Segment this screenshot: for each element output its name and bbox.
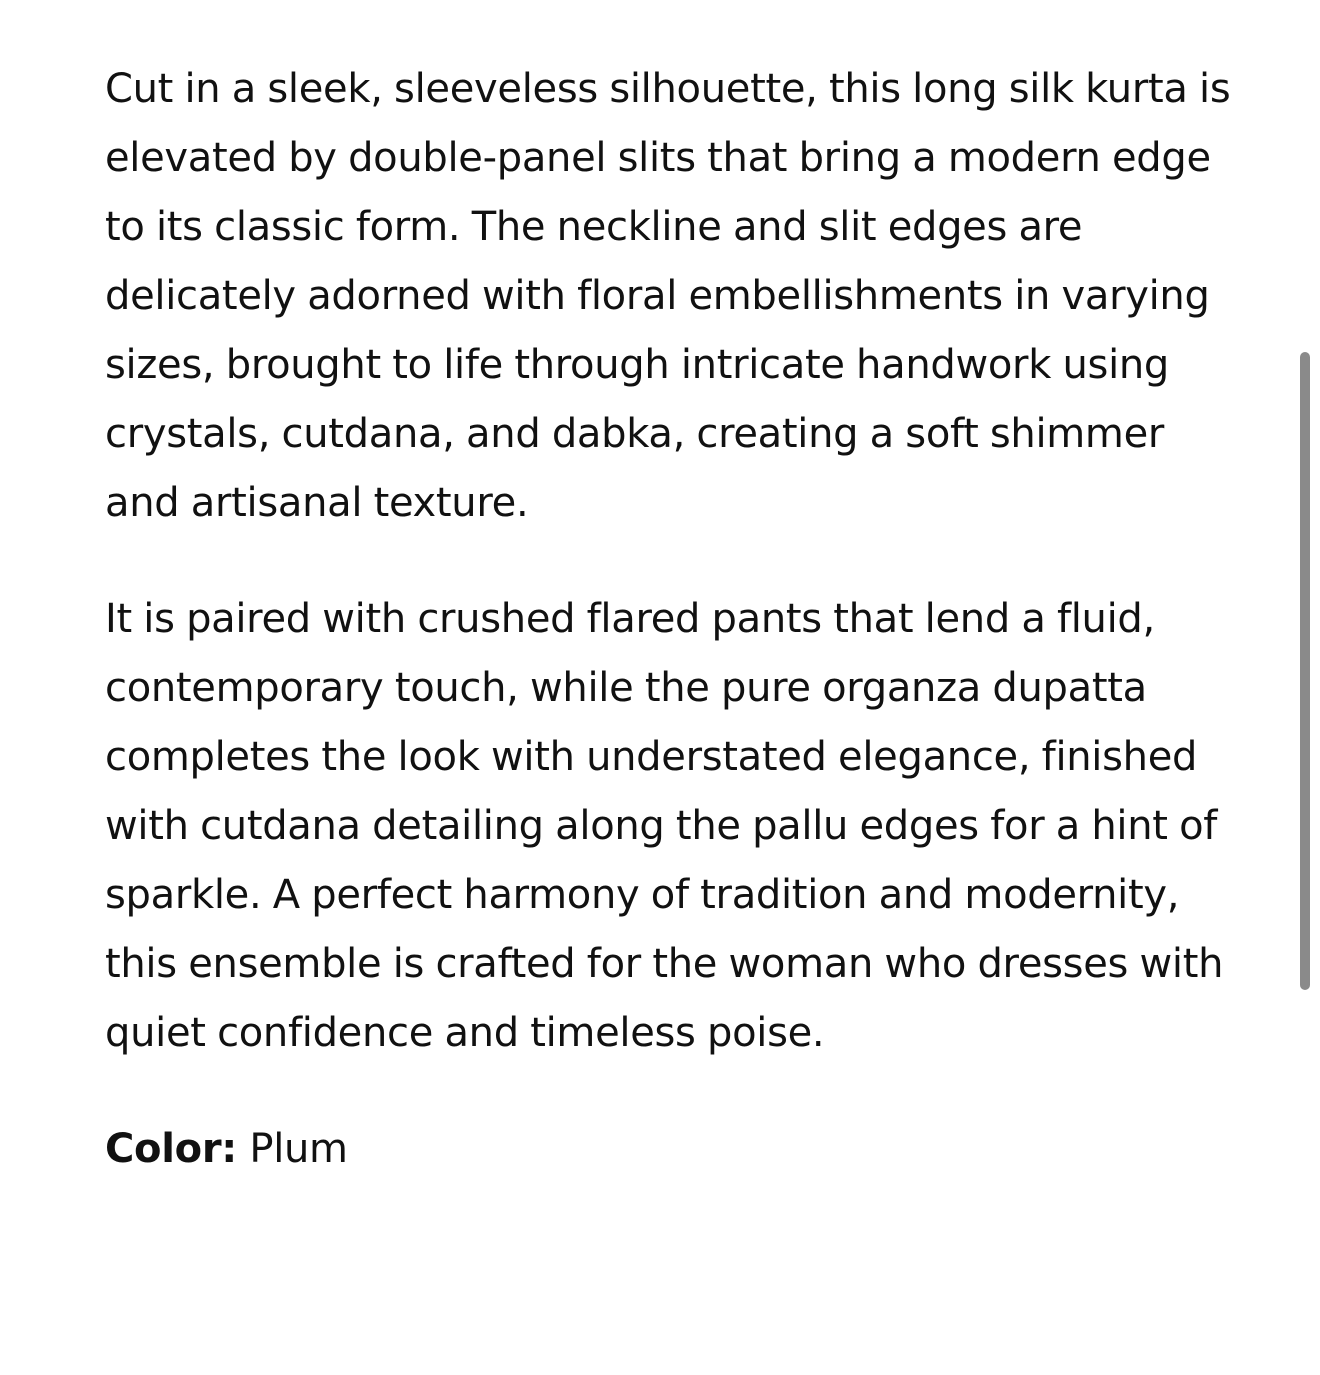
product-description — [105, 55, 1240, 1184]
description-paragraph-1: Cut in a sleek, sleeveless silhouette, this long silk kurta is elevated by double-panel slits that bring a modern edge to its classic form. The neckline and slit edges are delicately adorned with floral embellishments in varying sizes, brought to life through intricate handwork using crystals, cutdana, and dabka, creating a soft shimmer and artisanal texture. — [105, 66, 1231, 526]
vertical-scrollbar-thumb[interactable] — [1300, 352, 1310, 990]
description-paragraph-2: It is paired with crushed flared pants that lend a fluid, contemporary touch, while the pure organza dupatta completes the look with understated elegance, finished with cutdana detailing along the pallu edges for a hint of sparkle. A perfect harmony of tradition and modernity, this ensemble is crafted for the woman who dresses with quiet confidence and timeless poise. — [105, 596, 1224, 1056]
color-value: Plum — [249, 1126, 348, 1172]
color-attribute — [105, 1115, 1240, 1184]
color-label: Color: — [105, 1126, 237, 1172]
